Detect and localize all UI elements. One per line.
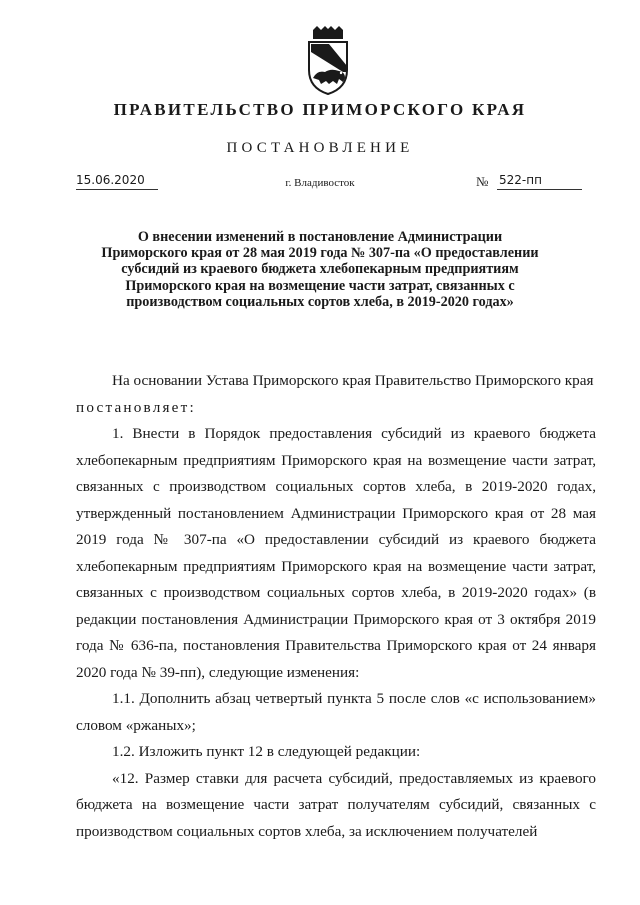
document-body [76, 368, 596, 845]
primorsky-krai-coat-of-arms-icon [299, 26, 357, 96]
paragraph-1-2: 1.2. Изложить пункт 12 в следующей редакции: [112, 743, 421, 760]
document-city: г. Владивосток [285, 177, 355, 189]
paragraph-1-1: 1.1. Дополнить абзац четвертый пункта 5 после слов «с использованием» словом «ржаных»; [76, 690, 596, 734]
document-type: ПОСТАНОВЛЕНИЕ [226, 140, 414, 156]
document-date: 15.06.2020 [76, 173, 158, 190]
document-number: 522-пп [497, 173, 582, 190]
number-sign: № [476, 174, 489, 189]
paragraph-12: «12. Размер ставки для расчета субсидий, предоставляемых из краевого бюджета на возмещение части затрат получателям субсидий, связанных с производством социальных сортов хлеба, за исключением получателей [76, 769, 596, 840]
document-subject: О внесении изменений в постановление Администрации Приморского края от 28 мая 2019 года № 307-па «О предоставлении субсидий из краевого бюджета хлебопекарным предприятиям Приморского края на возмещение части затрат, связанных с производством социальных сортов хлеба, в 2019-2020 годах» [101, 229, 539, 310]
decree-word: постановляет: [76, 398, 196, 416]
government-title: ПРАВИТЕЛЬСТВО ПРИМОРСКОГО КРАЯ [113, 100, 527, 119]
intro-paragraph: На основании Устава Приморского края Правительство Приморского края [112, 372, 594, 389]
paragraph-1: 1. Внести в Порядок предоставления субсидий из краевого бюджета хлебопекарным предприятиям Приморского края на возмещение части затрат, связанных с производством социальных сортов хлеба, в 2019-2020 годах, утвержденный постановлением Администрации Приморского края от 28 мая 2019 года № 307-па «О предоставлении субсидий из краевого бюджета хлебопекарным предприятиям Приморского края на возмещение части затрат, связанных с производством социальных сортов хлеба, в 2019-2020 годах» (в редакции постановления Администрации Приморского края от 3 октября 2019 года № 636-па, постановления Правительства Приморского края от 24 января 2020 года № 39-пп), следующие изменения: [76, 425, 596, 681]
